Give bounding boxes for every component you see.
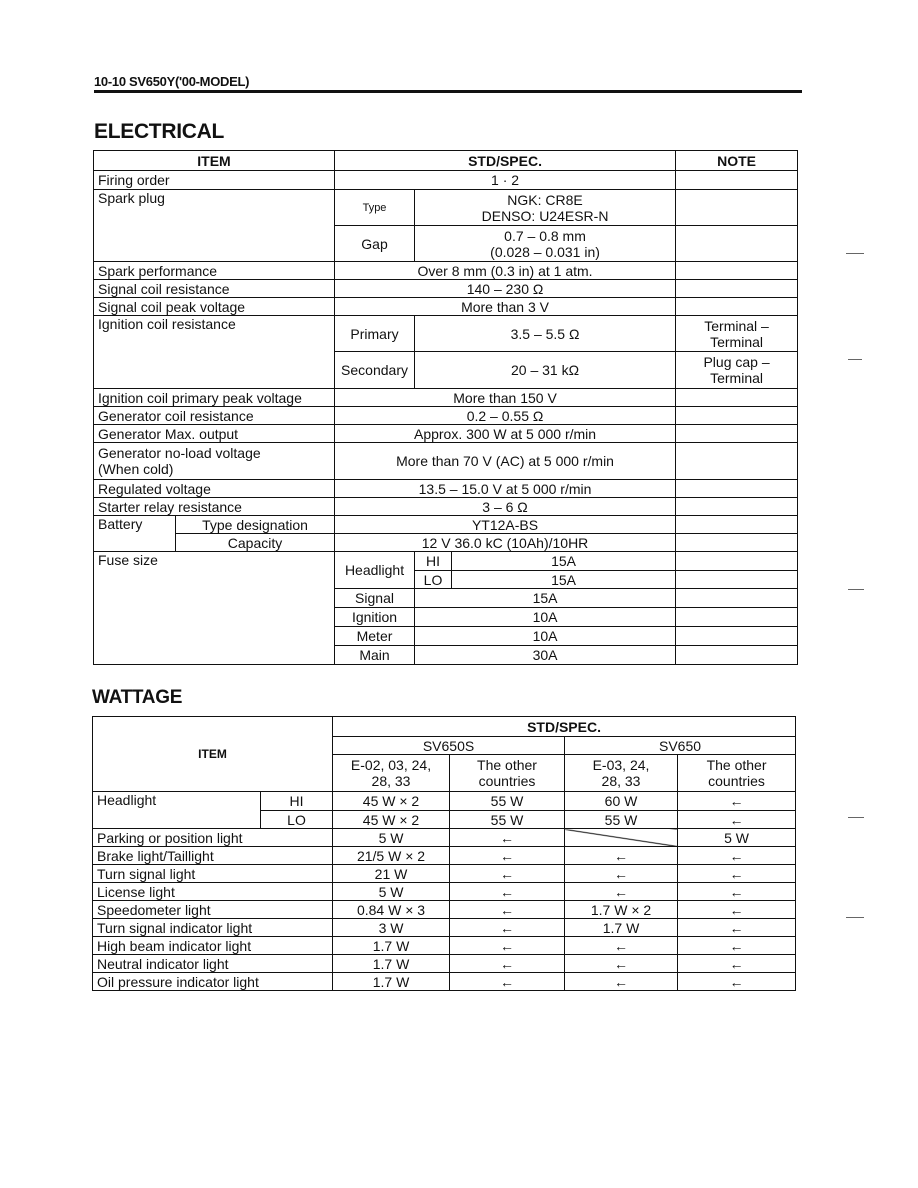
row-value: Over 8 mm (0.3 in) at 1 atm. — [335, 262, 676, 280]
cell-value: 21/5 W × 2 — [333, 847, 450, 865]
cell-value: 55 W — [565, 811, 678, 829]
scan-mark — [846, 253, 864, 254]
sub-label: Ignition — [335, 608, 415, 627]
table-row — [94, 425, 798, 443]
row-note — [676, 190, 798, 226]
header-col-c — [565, 755, 678, 792]
scan-mark — [848, 817, 864, 818]
sub-label: HI — [415, 552, 452, 571]
table-row — [94, 480, 798, 498]
cell-value: 45 W × 2 — [333, 811, 450, 829]
cell-value: 5 W — [678, 829, 796, 847]
cell-value: 1.7 W × 2 — [565, 901, 678, 919]
page-header: 10-10 SV650Y('00-MODEL) — [94, 74, 250, 89]
row-note — [676, 589, 798, 608]
note-line-1: Plug cap – — [703, 354, 770, 370]
sub-label: Type designation — [176, 516, 335, 534]
cell-value: 21 W — [333, 865, 450, 883]
cell-value: 45 W × 2 — [333, 792, 450, 811]
table-row — [94, 498, 798, 516]
sub-label: LO — [415, 571, 452, 589]
header-line-1: The other — [706, 757, 767, 773]
sub-label: Type — [335, 190, 415, 226]
table-row — [94, 298, 798, 316]
cell-value: ← — [450, 937, 565, 955]
row-label: Neutral indicator light — [93, 955, 333, 973]
header-col-b — [450, 755, 565, 792]
row-label: Oil pressure indicator light — [93, 973, 333, 991]
cell-not-applicable — [565, 829, 678, 847]
value-line-1: 0.7 – 0.8 mm — [504, 227, 586, 244]
row-value: 10A — [415, 627, 676, 646]
header-spec: STD/SPEC. — [333, 717, 796, 737]
header-spec: STD/SPEC. — [335, 151, 676, 171]
row-value: 1 · 2 — [335, 171, 676, 190]
cell-value: ← — [450, 865, 565, 883]
cell-value: ← — [450, 919, 565, 937]
row-note — [676, 498, 798, 516]
header-rule — [94, 90, 802, 93]
cell-value: ← — [565, 865, 678, 883]
cell-value: 0.84 W × 3 — [333, 901, 450, 919]
cell-value: 1.7 W — [333, 937, 450, 955]
scan-mark — [848, 359, 862, 360]
cell-value: 5 W — [333, 829, 450, 847]
row-label: Brake light/Taillight — [93, 847, 333, 865]
table-row — [93, 901, 796, 919]
row-value — [415, 226, 676, 262]
cell-value: ← — [565, 847, 678, 865]
table-row — [94, 516, 798, 534]
value-line-2: (0.028 – 0.031 in) — [490, 243, 600, 260]
table-row — [93, 973, 796, 991]
row-note — [676, 646, 798, 665]
row-value: 15A — [452, 552, 676, 571]
cell-value: ← — [678, 865, 796, 883]
table-row — [94, 171, 798, 190]
row-label: Battery — [94, 516, 176, 552]
row-value: 15A — [415, 589, 676, 608]
row-label: High beam indicator light — [93, 937, 333, 955]
label-line-2: (When cold) — [98, 461, 174, 477]
row-label: Fuse size — [94, 552, 335, 665]
row-label: Signal coil peak voltage — [94, 298, 335, 316]
cell-value: 1.7 W — [565, 919, 678, 937]
value-line-1: NGK: CR8E — [507, 191, 583, 208]
row-label: License light — [93, 883, 333, 901]
header-sv650s: SV650S — [333, 737, 565, 755]
wattage-title: WATTAGE — [92, 687, 183, 708]
sub-label: Signal — [335, 589, 415, 608]
cell-value: 5 W — [333, 883, 450, 901]
row-label: Regulated voltage — [94, 480, 335, 498]
row-value: 13.5 – 15.0 V at 5 000 r/min — [335, 480, 676, 498]
row-note — [676, 280, 798, 298]
row-label: Parking or position light — [93, 829, 333, 847]
sub-label: Capacity — [176, 534, 335, 552]
cell-value: ← — [678, 937, 796, 955]
row-label: Generator Max. output — [94, 425, 335, 443]
row-value: 20 – 31 kΩ — [415, 352, 676, 389]
sub-label: HI — [261, 792, 333, 811]
cell-value: 55 W — [450, 792, 565, 811]
cell-value: ← — [678, 847, 796, 865]
row-value: 10A — [415, 608, 676, 627]
row-note — [676, 425, 798, 443]
row-label: Signal coil resistance — [94, 280, 335, 298]
cell-value: ← — [450, 829, 565, 847]
row-label: Headlight — [93, 792, 261, 829]
header-col-a — [333, 755, 450, 792]
table-row — [94, 407, 798, 425]
header-line-2: 28, 33 — [601, 773, 641, 789]
row-note — [676, 534, 798, 552]
header-line-1: E-02, 03, 24, — [350, 757, 432, 773]
sub-label: Meter — [335, 627, 415, 646]
row-label: Speedometer light — [93, 901, 333, 919]
row-label: Ignition coil primary peak voltage — [94, 389, 335, 407]
row-note — [676, 443, 798, 480]
row-value: 15A — [452, 571, 676, 589]
row-note — [676, 298, 798, 316]
row-value: Approx. 300 W at 5 000 r/min — [335, 425, 676, 443]
cell-value: ← — [450, 955, 565, 973]
header-line-1: The other — [477, 757, 537, 773]
table-row — [93, 717, 796, 737]
note-line-2: Terminal — [710, 333, 763, 350]
cell-value: ← — [450, 973, 565, 991]
row-note — [676, 262, 798, 280]
header-col-d — [678, 755, 796, 792]
cell-value: ← — [678, 919, 796, 937]
row-value: 140 – 230 Ω — [335, 280, 676, 298]
header-line-1: E-03, 24, — [592, 757, 650, 773]
sub-label: Main — [335, 646, 415, 665]
row-note — [676, 352, 798, 389]
row-label: Ignition coil resistance — [94, 316, 335, 389]
row-value — [415, 190, 676, 226]
table-row — [94, 443, 798, 480]
header-note: NOTE — [676, 151, 798, 171]
table-row — [94, 316, 798, 352]
header-sv650: SV650 — [565, 737, 796, 755]
wattage-table — [92, 716, 796, 991]
cell-value: 60 W — [565, 792, 678, 811]
row-value: YT12A-BS — [335, 516, 676, 534]
row-note — [676, 316, 798, 352]
cell-value: ← — [565, 883, 678, 901]
header-item: ITEM — [93, 717, 333, 792]
row-label: Turn signal light — [93, 865, 333, 883]
row-value: 30A — [415, 646, 676, 665]
sub-label: LO — [261, 811, 333, 829]
cell-value: 1.7 W — [333, 973, 450, 991]
table-row — [94, 534, 798, 552]
cell-value: ← — [678, 792, 796, 811]
electrical-title: ELECTRICAL — [94, 120, 224, 143]
cell-value: ← — [678, 883, 796, 901]
row-note — [676, 226, 798, 262]
table-row — [93, 919, 796, 937]
table-row — [93, 937, 796, 955]
cell-value: ← — [565, 937, 678, 955]
cell-value: ← — [565, 955, 678, 973]
row-value: 12 V 36.0 kC (10Ah)/10HR — [335, 534, 676, 552]
row-label: Spark performance — [94, 262, 335, 280]
label-line-1: Generator no-load voltage — [98, 445, 261, 461]
row-label: Spark plug — [94, 190, 335, 262]
scan-mark — [848, 589, 864, 590]
row-note — [676, 516, 798, 534]
note-line-2: Terminal — [710, 370, 763, 386]
table-row — [94, 280, 798, 298]
value-line-2: DENSO: U24ESR-N — [481, 207, 609, 224]
sub-label: Headlight — [335, 552, 415, 589]
scan-mark — [846, 917, 864, 918]
row-label: Starter relay resistance — [94, 498, 335, 516]
row-value: 3.5 – 5.5 Ω — [415, 316, 676, 352]
row-label: Firing order — [94, 171, 335, 190]
cell-value: ← — [678, 955, 796, 973]
row-label: Generator coil resistance — [94, 407, 335, 425]
table-row — [93, 829, 796, 847]
table-row — [93, 847, 796, 865]
sub-label: Primary — [335, 316, 415, 352]
cell-value: ← — [450, 847, 565, 865]
electrical-table — [93, 150, 798, 665]
table-row — [94, 389, 798, 407]
row-note — [676, 480, 798, 498]
row-value: 3 – 6 Ω — [335, 498, 676, 516]
row-note — [676, 571, 798, 589]
row-note — [676, 389, 798, 407]
sub-label: Secondary — [335, 352, 415, 389]
row-label: Turn signal indicator light — [93, 919, 333, 937]
table-row — [93, 865, 796, 883]
cell-value: ← — [450, 901, 565, 919]
cell-value: ← — [678, 811, 796, 829]
row-value: More than 150 V — [335, 389, 676, 407]
row-note — [676, 407, 798, 425]
table-row — [94, 151, 798, 171]
cell-value: ← — [565, 973, 678, 991]
row-value: More than 70 V (AC) at 5 000 r/min — [335, 443, 676, 480]
table-row — [93, 792, 796, 811]
cell-value: 3 W — [333, 919, 450, 937]
row-note — [676, 552, 798, 571]
table-row — [93, 955, 796, 973]
row-value: More than 3 V — [335, 298, 676, 316]
header-line-2: countries — [708, 773, 765, 789]
sub-label: Gap — [335, 226, 415, 262]
row-note — [676, 608, 798, 627]
note-line-1: Terminal – — [704, 317, 769, 334]
cell-value: ← — [678, 901, 796, 919]
table-row — [94, 552, 798, 571]
table-row — [93, 883, 796, 901]
cell-value: 1.7 W — [333, 955, 450, 973]
table-row — [94, 262, 798, 280]
row-value: 0.2 – 0.55 Ω — [335, 407, 676, 425]
cell-value: ← — [450, 883, 565, 901]
header-line-2: 28, 33 — [371, 773, 411, 789]
cell-value: 55 W — [450, 811, 565, 829]
header-line-2: countries — [478, 773, 536, 789]
table-row — [94, 190, 798, 226]
row-note — [676, 171, 798, 190]
cell-value: ← — [678, 973, 796, 991]
header-item: ITEM — [94, 151, 335, 171]
row-label — [94, 443, 335, 480]
row-note — [676, 627, 798, 646]
